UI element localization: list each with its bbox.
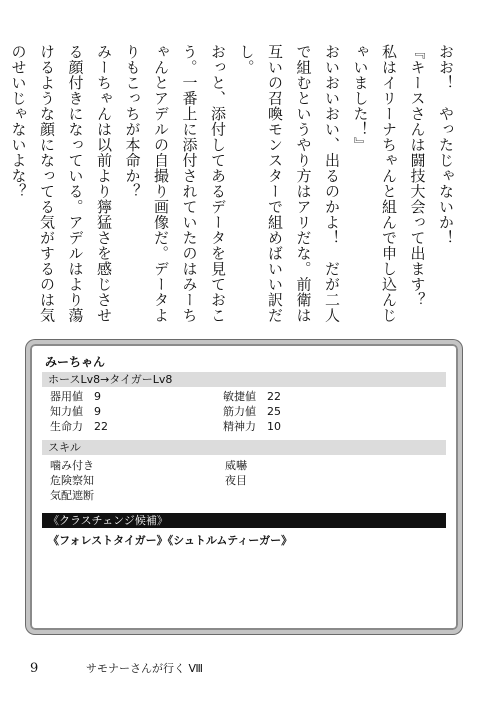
stat-agi [223,389,413,404]
monster-name: みーちゃん [45,355,106,369]
page-number: 9 [30,661,39,676]
stat-label: 生命力 [50,420,83,433]
book-title: サモナーさんが行く Ⅷ [86,662,203,675]
skill-item: 威嚇 [225,459,247,472]
stat-dex [50,389,240,404]
stat-int [50,404,240,419]
stat-mnd [223,419,413,434]
paragraph: おっと、添付してあるデータを見ておこう。一番上に添付されていたのはみーちゃんとアデルの自撮り画像だ。データよりもこっちが本命か？ [123,44,227,323]
skill-row [50,473,446,488]
skill-item: 夜目 [225,474,247,487]
stat-label: 精神力 [223,420,256,433]
stat-label: 敏捷値 [223,390,256,403]
stat-row [50,389,446,404]
skill-row [50,458,446,473]
stat-row [50,404,446,419]
class-change-candidates: 《フォレストタイガー》《シュトルムティーガー》 [48,534,293,547]
status-window [26,340,462,634]
paragraph: おいおいおい、出るのかよ！ だが二人で組むというやり方はアリだな。前衛は互いの召喚モンスターで組めばいい訳だし。 [237,44,341,323]
stat-vit [50,419,240,434]
page-footer [30,660,203,676]
paragraph: みーちゃんは以前より獰猛さを感じさせる顔付きになっている。アデルはより蕩けるような顔になってる気がするのは気のせいじゃないよな？ [9,44,113,323]
stat-value: 9 [94,405,101,418]
novel-text [9,44,460,326]
skills-header: スキル [42,440,446,455]
skill-item: 気配遮断 [50,489,94,502]
stat-label: 筋力値 [223,405,256,418]
stat-value: 25 [267,405,281,418]
stat-value: 10 [267,420,281,433]
skill-item [225,488,400,503]
stats-table [50,389,446,434]
stat-value: 9 [94,390,101,403]
stat-str [223,404,413,419]
skill-item: 噛み付き [50,459,94,472]
stat-label: 器用値 [50,390,83,403]
skill-row [50,488,446,503]
skills-list [50,458,446,503]
paragraph: 『キースさんは闘技大会って出ます？ 私はイリーナちゃんと組んで申し込んじゃいました！』 [351,44,427,323]
paragraph [0,44,4,326]
stat-label: 知力値 [50,405,83,418]
class-change-header: 《クラスチェンジ候補》 [42,513,446,528]
stat-value: 22 [94,420,108,433]
species-bar: ホースLv8→タイガーLv8 [42,372,446,387]
stat-row [50,419,446,434]
skill-item: 危険察知 [50,474,94,487]
paragraph: おお！ やったじゃないか！ [437,44,455,246]
stat-value: 22 [267,390,281,403]
